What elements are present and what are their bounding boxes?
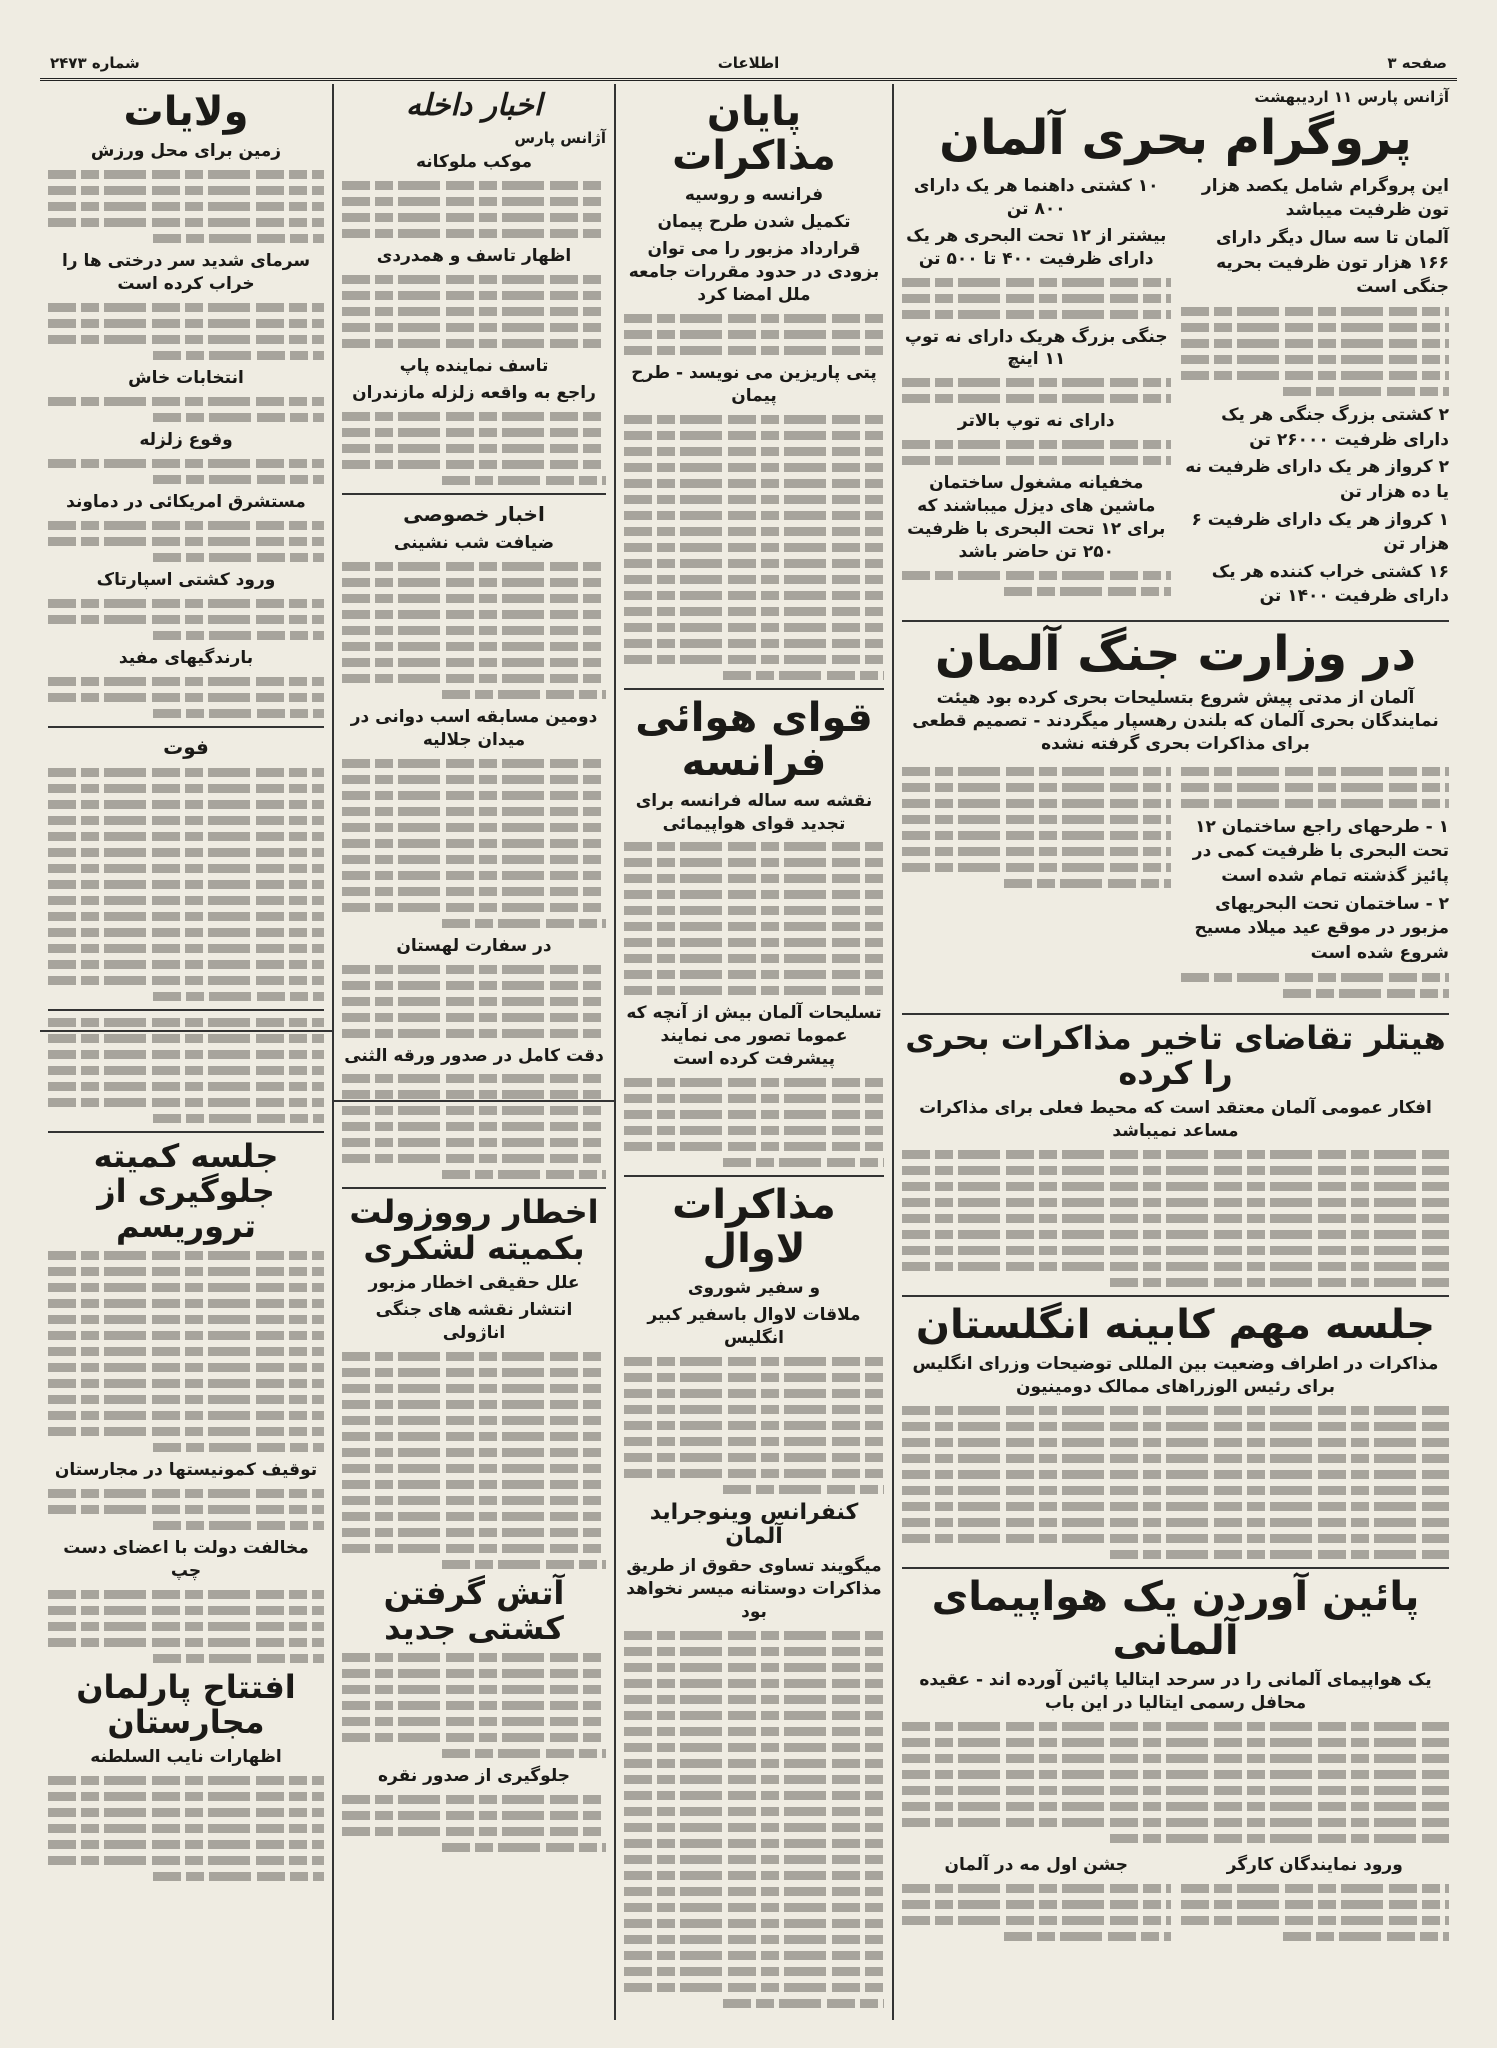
subheading: ضیافت شب نشینی (393, 532, 555, 553)
subheading: ورود کشتی اسپارتاک (96, 569, 276, 590)
column-right (894, 84, 1457, 2024)
subheading: اظهار تاسف و همدردی (376, 245, 572, 266)
list-item: ۱ - طرحهای راجع ساختمان ۱۲ تحت البحری با ظرفیت کمی در پائیز گذشته تمام شده است (1192, 816, 1449, 887)
subheading: جشن اول مه در آلمان (944, 1854, 1128, 1875)
list-item: ۱ کرواز هر یک دارای ظرفیت ۶ هزار تن (1191, 509, 1449, 555)
subheading: فرانسه و روسیه (684, 185, 824, 205)
column-left (40, 84, 332, 2024)
headline-laval: مذاکرات لاوال (672, 1182, 836, 1273)
naval-program-body (902, 171, 1449, 612)
section-rule (624, 1175, 884, 1177)
subheading: مذاکرات در اطراف وضعیت بین المللی توضیحات وزرای انگلیس برای رئیس الوزراهای ممالک دومینیون (912, 1353, 1439, 1397)
subheading: و سفیر شوروی (687, 1278, 821, 1299)
section-rule (902, 1295, 1449, 1297)
section-rule (40, 1030, 332, 1032)
issue-number: شماره ۲۴۷۳ (50, 54, 140, 72)
agency-line: آژانس پارس ۱۱ اردیبهشت (1254, 88, 1449, 106)
subheading: موکب ملوکانه (415, 152, 533, 172)
headline-roosevelt: اخطار رووزولت بکمیته لشکری (349, 1193, 599, 1267)
section-title: اخبار خصوصی (403, 501, 545, 526)
section-rule (902, 1013, 1449, 1015)
subheading: میگویند تساوی حقوق از طریق مذاکرات دوستانه میسر نخواهد بود (626, 1556, 882, 1623)
subheading: ملاقات لاوال باسفیر کبیر انگلیس (647, 1305, 861, 1349)
subheading: اظهارات نایب السلطنه (90, 1747, 282, 1768)
section-rule (902, 1567, 1449, 1569)
subheading: مخالفت دولت با اعضای دست چپ (63, 1538, 309, 1581)
subheading: دقت کامل در صدور ورقه الثنی (344, 1045, 604, 1066)
subheading: افکار عمومی آلمان معتقد است که محیط فعلی برای مذاکرات مساعد نمیباشد (919, 1097, 1432, 1141)
section-rule (48, 1131, 324, 1133)
subheading: آلمان از مدتی پیش شروع بتسلیحات بحری کرده بود هیئت نمایندگان بحری آلمان که بلندن رهسپار میگردند - تصمیم قطعی برای مذاکرات بحری گرفته نشده (912, 687, 1439, 754)
subheading: تسلیحات آلمان بیش از آنچه که عموما تصور می نمایند پیشرفت کرده است (626, 1003, 882, 1070)
subheading: وقوع زلزله (139, 429, 233, 450)
headline-naval-program: پروگرام بحری آلمان (939, 110, 1412, 166)
page-number: صفحه ۳ (1387, 54, 1447, 72)
section-rule (334, 1100, 614, 1102)
headline-hitler: هیتلر تقاضای تاخیر مذاکرات بحری را کرده (905, 1018, 1446, 1092)
column-third (334, 84, 614, 2024)
subheading: پتی پاریزین می نویسد - طرح پیمان (631, 362, 877, 406)
subheading: علل حقیقی اخطار مزبور (368, 1272, 580, 1293)
headline-cabinet: جلسه مهم کابینه انگلستان (915, 1301, 1436, 1348)
subheading: انتشار نقشه های جنگی اناژولی (375, 1299, 573, 1343)
subheading: توقیف کمونیستها در مجارستان (54, 1460, 318, 1481)
subheading: سرمای شدید سر درختی ها را خراب کرده است (61, 250, 311, 294)
subheading: جنگی بزرگ هریک دارای نه توپ ۱۱ اینچ (904, 326, 1168, 370)
section-rule (342, 1187, 606, 1189)
paper-name: اطلاعات (717, 54, 780, 72)
subheading: زمین برای محل ورزش (90, 141, 282, 161)
section-rule (902, 620, 1449, 622)
war-ministry-body (902, 760, 1449, 1005)
headline-domestic-news: اخبار داخله (405, 88, 543, 123)
subheading: مستشرق امریکائی در دماوند (66, 491, 306, 512)
subheading: بیشتر از ۱۲ تحت البحری هر یک دارای ظرفیت ۴۰۰ تا ۵۰۰ تن (906, 225, 1167, 269)
subheading: یک هواپیمای آلمانی را در سرحد ایتالیا پائین آورده اند - عقیده محافل رسمی ایتالیا در این باب (919, 1669, 1432, 1713)
subheading: تکمیل شدن طرح پیمان (657, 211, 851, 232)
agency-line: آژانس پارس (514, 129, 606, 147)
masthead (40, 52, 1457, 81)
section-rule (342, 493, 606, 495)
headline-french-air: قوای هوائی فرانسه (635, 694, 873, 785)
section-rule (48, 726, 324, 728)
list-item: ۱۶ کشتی خراب کننده هر یک دارای ظرفیت ۱۴۰۰ تن (1211, 561, 1449, 607)
list-item: ۲ کشتی بزرگ جنگی هر یک دارای ظرفیت ۲۶۰۰۰ تن (1221, 405, 1449, 450)
section-rule (48, 1009, 324, 1011)
subheading: ورود نمایندگان کارگر (1226, 1854, 1403, 1875)
subheading: راجع به واقعه زلزله مازندران (352, 382, 596, 403)
headline-plane: پائین آوردن یک هواپیمای آلمانی (931, 1573, 1420, 1664)
subheading: انتخابات خاش (128, 367, 244, 388)
headline-war-ministry: در وزارت جنگ آلمان (934, 626, 1417, 683)
section-title: فوت (163, 734, 209, 759)
headline-conference: کنفرانس وینوجراید آلمان (649, 1500, 859, 1550)
subheading: قرارداد مزبور را می توان بزودی در حدود مقررات جامعه ملل امضا کرد (628, 238, 880, 305)
headline-end-negotiations: پایان مذاکرات (672, 89, 836, 179)
subheading: این پروگرام شامل یکصد هزار تون ظرفیت میباشد (1201, 175, 1449, 221)
subheading: در سفارت لهستان (396, 935, 552, 956)
headline-hungary-parliament: افتتاح پارلمان مجارستان (76, 1667, 296, 1742)
subheading: آلمان تا سه سال دیگر دارای ۱۶۶ هزار تون ظرفیت بحریه جنگی است (1215, 228, 1449, 298)
bottom-items (902, 1850, 1449, 1948)
list-item: ۲ - ساختمان تحت البحریهای مزبور در موقع عید میلاد مسیح شروع شده است (1194, 893, 1449, 963)
subheading: ۱۰ کشتی داهنما هر یک دارای ۸۰۰ تن (913, 175, 1159, 219)
subheading: مخفیانه مشغول ساختمان ماشین های دیزل میباشند که برای ۱۲ تحت البحری با ظرفیت ۲۵۰ تن حاضر باشد (907, 473, 1166, 563)
subheading: نقشه سه ساله فرانسه برای تجدید قوای هواپیمائی (635, 790, 873, 834)
subheading: تاسف نماینده پاپ (399, 355, 549, 376)
subheading: جلوگیری از صدور نقره (377, 1766, 571, 1786)
list-item: ۲ کرواز هر یک دارای ظرفیت نه یا ده هزار تن (1185, 457, 1449, 502)
subheading: دومین مسابقه اسب دوانی در میدان جلالیه (350, 706, 598, 750)
headline-ship-fire: آتش گرفتن کشتی جدید (383, 1573, 565, 1647)
subheading: دارای نه توپ بالاتر (957, 411, 1115, 432)
headline-terrorism: جلسه کمیته جلوگیری از تروریسم (93, 1136, 279, 1245)
section-rule (624, 688, 884, 690)
headline-provinces: ولایات (123, 89, 249, 135)
subheading: بارندگیهای مفید (118, 647, 254, 668)
column-second (616, 84, 892, 2024)
